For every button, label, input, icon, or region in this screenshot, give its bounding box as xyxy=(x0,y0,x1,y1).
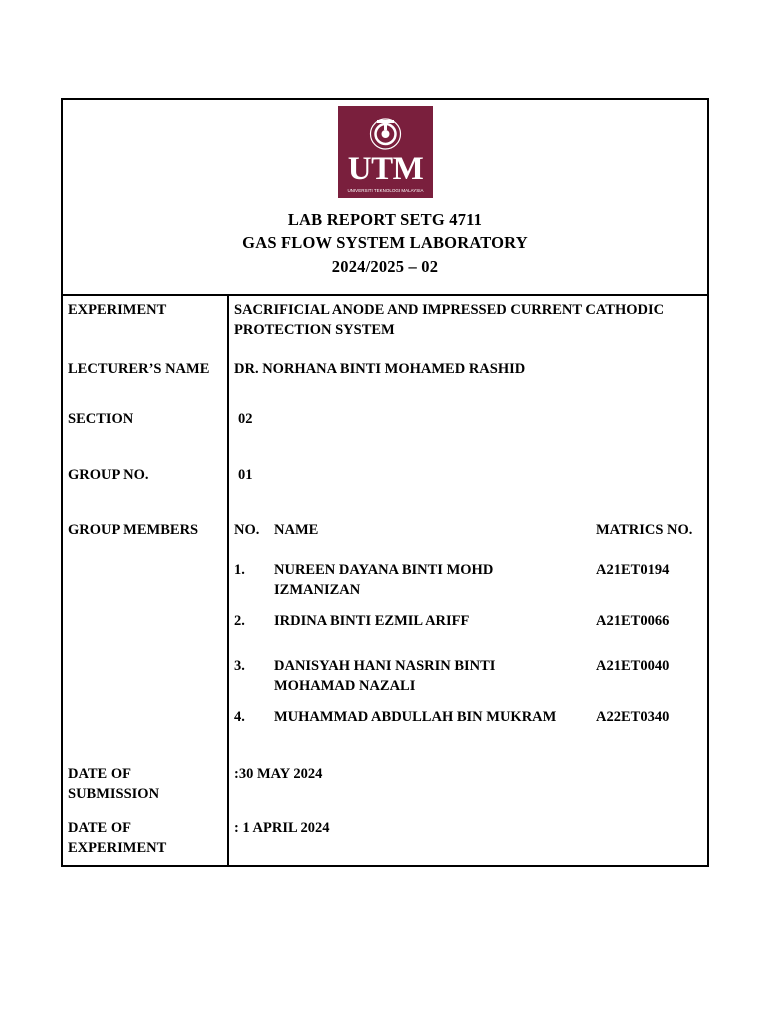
member-name-line2: MOHAMAD NAZALI xyxy=(274,678,416,694)
logo-subtext: UNIVERSITI TEKNOLOGI MALAYSIA xyxy=(347,188,424,193)
section-label: SECTION xyxy=(68,411,134,427)
lecturer-value: DR. NORHANA BINTI MOHAMED RASHID xyxy=(234,361,526,377)
member-name-line1: MUHAMMAD ABDULLAH BIN MUKRAM xyxy=(274,709,557,725)
experiment-value-line1: SACRIFICIAL ANODE AND IMPRESSED CURRENT CATHODIC xyxy=(234,302,665,318)
member-name-line1: IRDINA BINTI EZMIL ARIFF xyxy=(274,613,470,629)
experiment-label: EXPERIMENT xyxy=(68,302,167,318)
logo-text: UTM xyxy=(347,151,424,187)
member-matrics: A21ET0194 xyxy=(596,562,670,578)
member-no: 1. xyxy=(234,562,245,578)
member-name-line1: DANISYAH HANI NASRIN BINTI xyxy=(274,658,496,674)
date-submission-label-line1: DATE OF xyxy=(68,766,131,782)
experiment-value-line2: PROTECTION SYSTEM xyxy=(234,322,395,338)
members-col-matrics: MATRICS NO. xyxy=(596,522,693,538)
member-matrics: A21ET0066 xyxy=(596,613,670,629)
member-name-line1: NUREEN DAYANA BINTI MOHD xyxy=(274,562,494,578)
member-name-line2: IZMANIZAN xyxy=(274,582,361,598)
group-no-value: 01 xyxy=(238,467,253,483)
column-divider xyxy=(227,296,229,865)
lecturer-label: LECTURER’S NAME xyxy=(68,361,210,377)
member-matrics: A21ET0040 xyxy=(596,658,670,674)
date-experiment-label-line1: DATE OF xyxy=(68,820,131,836)
date-experiment-value: : 1 APRIL 2024 xyxy=(234,820,330,836)
date-submission-label-line2: SUBMISSION xyxy=(68,786,160,802)
cover-header xyxy=(63,100,707,296)
group-members-label: GROUP MEMBERS xyxy=(68,522,199,538)
session-title: 2024/2025 – 02 xyxy=(331,257,439,276)
report-code-title: LAB REPORT SETG 4711 xyxy=(287,210,483,229)
section-value: 02 xyxy=(238,411,253,427)
member-no: 4. xyxy=(234,709,245,725)
member-no: 3. xyxy=(234,658,245,674)
cover-table xyxy=(61,98,709,867)
utm-logo xyxy=(338,106,433,198)
member-no: 2. xyxy=(234,613,245,629)
member-matrics: A22ET0340 xyxy=(596,709,670,725)
members-col-no: NO. xyxy=(234,522,260,538)
members-col-name: NAME xyxy=(274,522,319,538)
group-no-label: GROUP NO. xyxy=(68,467,149,483)
date-submission-value: :30 MAY 2024 xyxy=(234,766,323,782)
laboratory-title: GAS FLOW SYSTEM LABORATORY xyxy=(242,233,528,252)
date-experiment-label-line2: EXPERIMENT xyxy=(68,840,167,856)
